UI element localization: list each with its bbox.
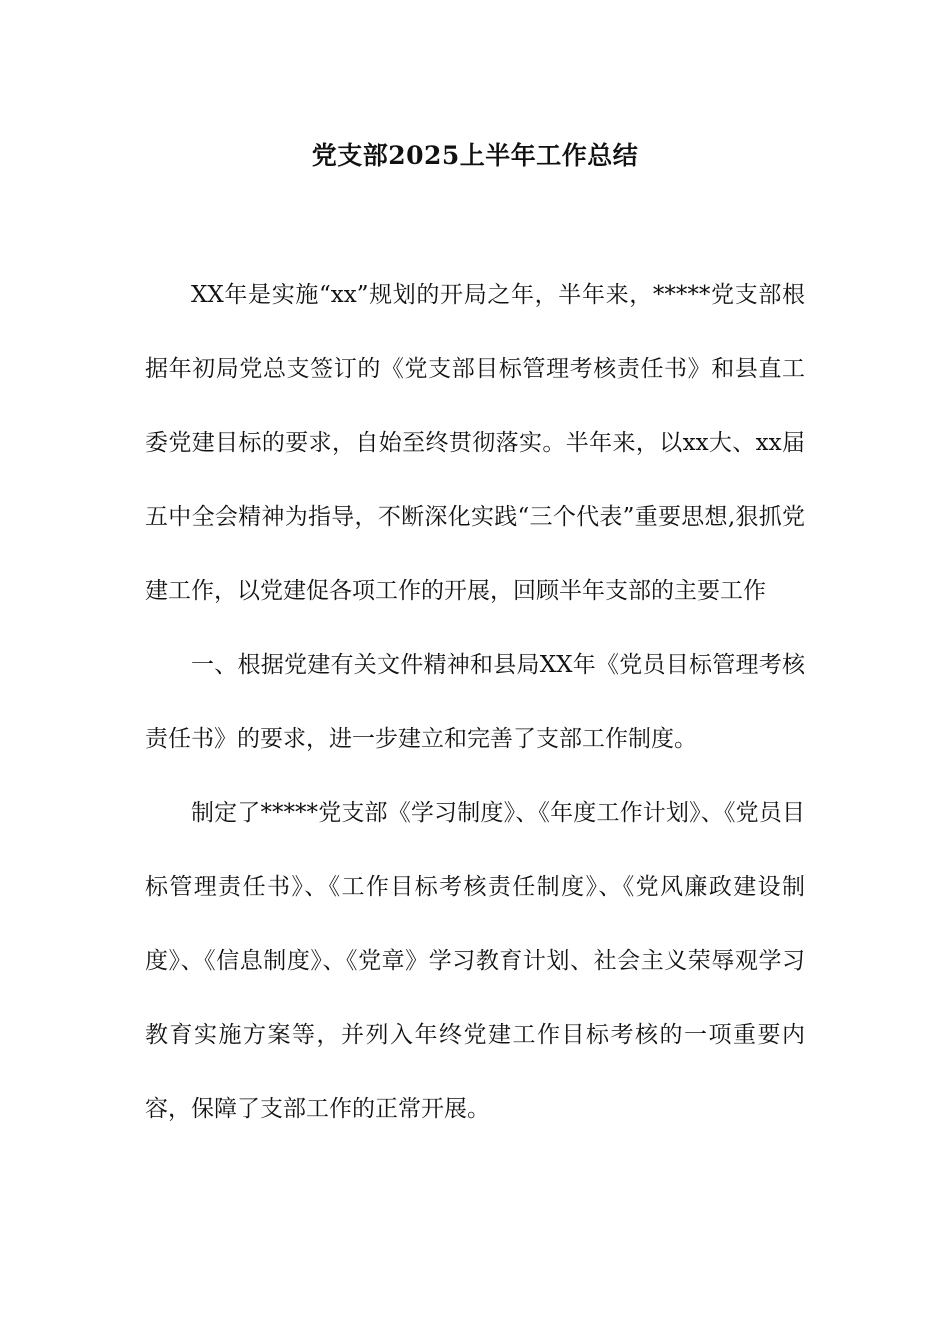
paragraph-regulations: 制定了*****党支部《学习制度》、《年度工作计划》、《党员目标管理责任书》、《工作目标考核责任制度》、《党风廉政建设制度》、《信息制度》、《党章》学习教育计划、社会主义荣辱观学习教育实施方案等，并列入年终党建工作目标考核的一项重要内容，保障了支部工作的正常开展。 xyxy=(145,800,805,1122)
document-body xyxy=(145,258,805,1146)
paragraph-intro: XX年是实施“xx”规划的开局之年，半年来，*****党支部根据年初局党总支签订的《党支部目标管理考核责任书》和县直工委党建目标的要求，自始至终贯彻落实。半年来，以xx大、xx届五中全会精神为指导，不断深化实践“三个代表”重要思想,狠抓党建工作，以党建促各项工作的开展，回顾半年支部的主要工作 xyxy=(145,282,805,604)
paragraph-section-one: 一、根据党建有关文件精神和县局XX年《党员目标管理考核责任书》的要求，进一步建立和完善了支部工作制度。 xyxy=(145,652,805,752)
document-title: 党支部2025上半年工作总结 xyxy=(311,141,639,170)
